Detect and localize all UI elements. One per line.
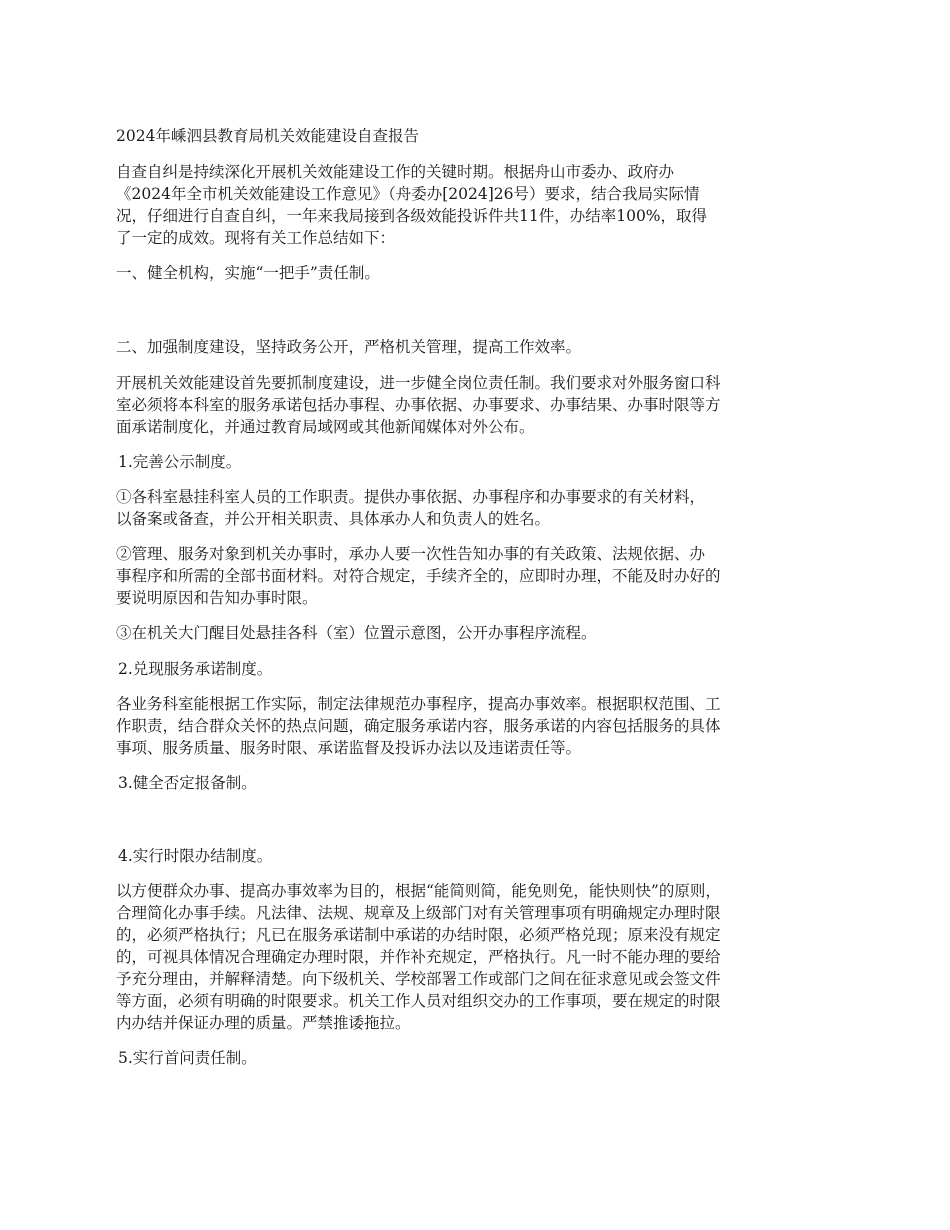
section-heading-1: 一、健全机构，实施“一把手”责任制。 (116, 264, 380, 282)
item-1-point-a: ①各科室悬挂科室人员的工作职责。提供办事依据、办事程序和办事要求的有关材料， 以备案或备查，并公开相关职责、具体承办人和负责人的姓名。 (116, 488, 706, 528)
section-heading-2: 二、加强制度建设，坚持政务公开，严格机关管理，提高工作效率。 (116, 338, 582, 356)
item-2-heading: 2.兑现服务承诺制度。 (118, 660, 273, 678)
item-1-heading: 1.完善公示制度。 (118, 453, 242, 471)
document-title: 2024年嵊泗县教育局机关效能建设自查报告 (116, 127, 419, 145)
intro-paragraph: 自查自纠是持续深化开展机关效能建设工作的关键时期。根据舟山市委办、政府办 《2024年全市机关效能建设工作意见》（舟委办[2024]26号）要求，结合我局实际情 况，仔细进行自查自纠，一年来我局接到各级效能投诉件共11件，办结率100%，取得 了一定的成效。现将有关工作总结如下： (116, 163, 708, 247)
item-3-heading: 3.健全否定报备制。 (118, 774, 257, 792)
item-2-paragraph: 各业务科室能根据工作实际，制定法律规范办事程序，提高办事效率。根据职权范围、工 作职责，结合群众关怀的热点问题，确定服务承诺内容，服务承诺的内容包括服务的具体 事项、服务质量、服务时限、承诺监督及投诉办法以及违诺责任等。 (116, 695, 721, 757)
item-4-heading: 4.实行时限办结制度。 (118, 847, 273, 865)
item-1-point-c: ③在机关大门醒目处悬挂各科（室）位置示意图，公开办事程序流程。 (116, 624, 597, 642)
item-1-point-b: ②管理、服务对象到机关办事时，承办人要一次性告知办事的有关政策、法规依据、办 事程序和所需的全部书面材料。对符合规定，手续齐全的，应即时办理，不能及时办好的 要说明原因和告知办事时限。 (116, 545, 721, 607)
item-4-paragraph: 以方便群众办事、提高办事效率为目的，根据“能简则简，能免则免，能快则快”的原则， 合理简化办事手续。凡法律、法规、规章及上级部门对有关管理事项有明确规定办理时限 的，必须严格执行；凡已在服务承诺制中承诺的办结时限，必须严格兑现；原来没有规定 的，可视具体情况合理确定办理时限，并作补充规定，严格执行。凡一时不能办理的要给 予充分理由，并解释清楚。向下级机关、学校部署工作或部门之间在征求意见或会签文件 等方面，必须有明确的时限要求。机关工作人员对组织交办的工作事项，要在规定的时限 内办结并保证办理的质量。严禁推诿拖拉。 (116, 882, 721, 1032)
section-2-paragraph: 开展机关效能建设首先要抓制度建设，进一步健全岗位责任制。我们要求对外服务窗口科 室必须将本科室的服务承诺包括办事程、办事依据、办事要求、办事结果、办事时限等方 面承诺制度化，并通过教育局域网或其他新闻媒体对外公布。 (116, 374, 721, 436)
item-5-heading: 5.实行首问责任制。 (118, 1049, 257, 1067)
